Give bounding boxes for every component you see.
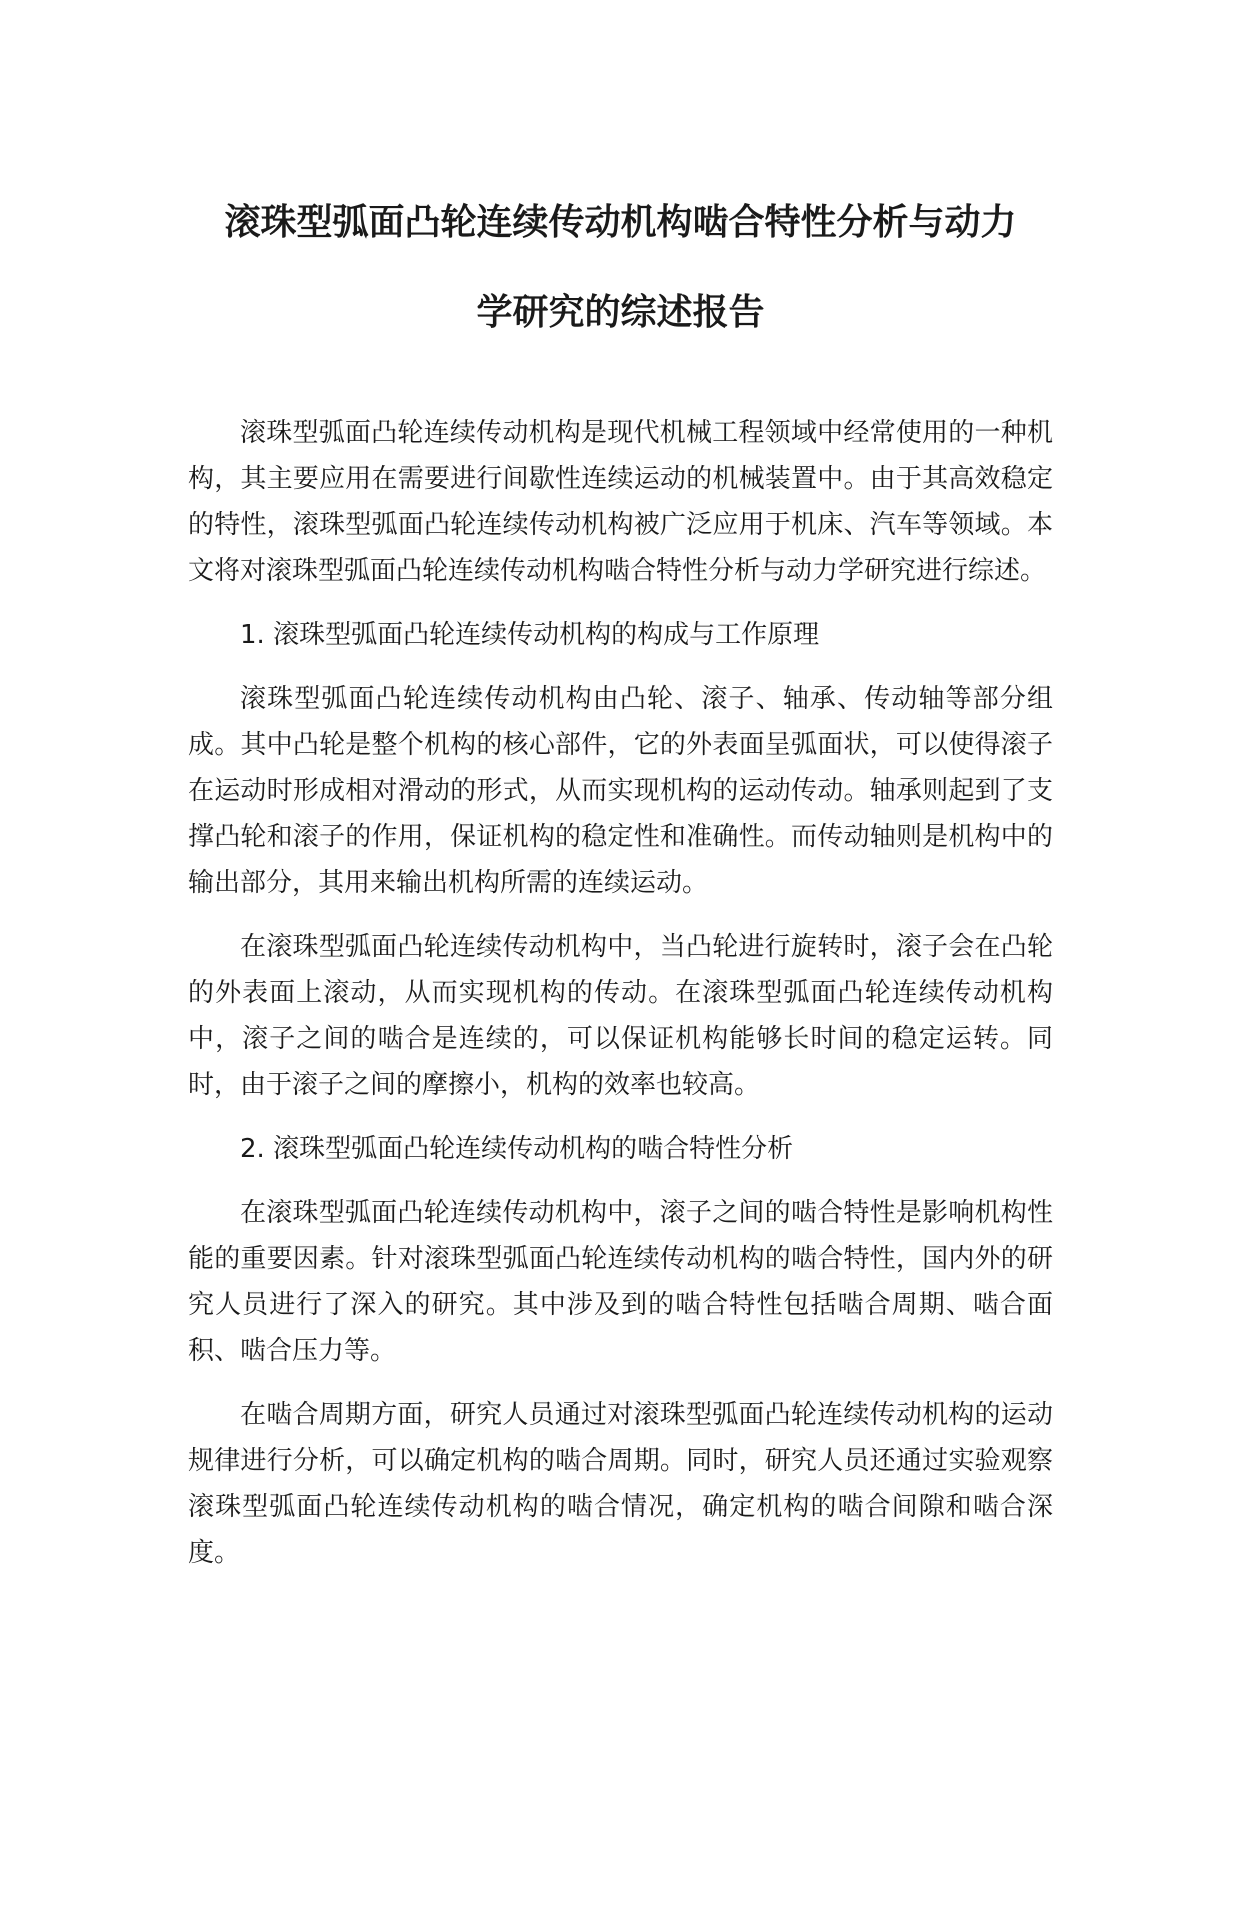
paragraph-meshing-characteristics: 在滚珠型弧面凸轮连续传动机构中，滚子之间的啮合特性是影响机构性能的重要因素。针对滚珠型弧面凸轮连续传动机构的啮合特性，国内外的研究人员进行了深入的研究。其中涉及到的啮合特性包括啮合周期、啮合面积、啮合压力等。: [188, 1198, 1053, 1366]
document-title: [188, 178, 1053, 358]
section-heading-1: 1. 滚珠型弧面凸轮连续传动机构的构成与工作原理: [240, 620, 820, 650]
paragraph-meshing-period: 在啮合周期方面，研究人员通过对滚珠型弧面凸轮连续传动机构的运动规律进行分析，可以确定机构的啮合周期。同时，研究人员还通过实验观察滚珠型弧面凸轮连续传动机构的啮合情况，确定机构的啮合间隙和啮合深度。: [188, 1400, 1053, 1568]
paragraph-composition: 滚珠型弧面凸轮连续传动机构由凸轮、滚子、轴承、传动轴等部分组成。其中凸轮是整个机构的核心部件，它的外表面呈弧面状，可以使得滚子在运动时形成相对滑动的形式，从而实现机构的运动传动。轴承则起到了支撑凸轮和滚子的作用，保证机构的稳定性和准确性。而传动轴则是机构中的输出部分，其用来输出机构所需的连续运动。: [188, 684, 1053, 898]
paragraph-working-principle: 在滚珠型弧面凸轮连续传动机构中，当凸轮进行旋转时，滚子会在凸轮的外表面上滚动，从而实现机构的传动。在滚珠型弧面凸轮连续传动机构中，滚子之间的啮合是连续的，可以保证机构能够长时间的稳定运转。同时，由于滚子之间的摩擦小，机构的效率也较高。: [188, 932, 1053, 1100]
document-body: [188, 410, 1053, 1576]
title-line-1: 滚珠型弧面凸轮连续传动机构啮合特性分析与动力: [224, 202, 1017, 243]
section-heading-2: 2. 滚珠型弧面凸轮连续传动机构的啮合特性分析: [240, 1134, 794, 1164]
title-line-2: 学研究的综述报告: [476, 292, 765, 333]
paragraph-intro: 滚珠型弧面凸轮连续传动机构是现代机械工程领域中经常使用的一种机构，其主要应用在需要进行间歇性连续运动的机械装置中。由于其高效稳定的特性，滚珠型弧面凸轮连续传动机构被广泛应用于机床、汽车等领域。本文将对滚珠型弧面凸轮连续传动机构啮合特性分析与动力学研究进行综述。: [188, 418, 1053, 586]
document-page: [0, 178, 1241, 1932]
